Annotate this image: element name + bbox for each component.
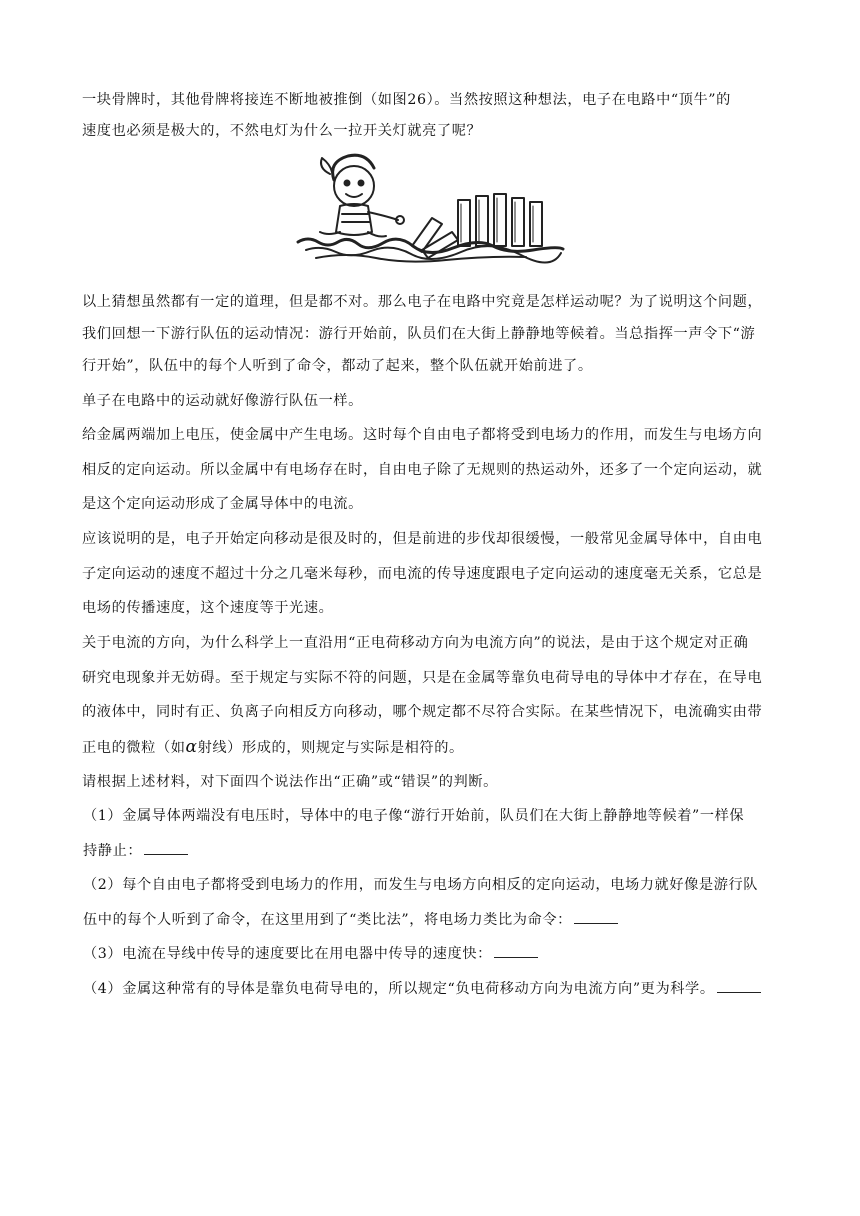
question-text: （3）电流在导线中传导的速度要比在用电器中传导的速度快：	[83, 946, 492, 962]
text-line: 以上猜想虽然都有一定的道理，但是都不对。那么电子在电路中究竟是怎样运动呢？为了说明这个问题，	[82, 294, 763, 310]
text-line: 速度也必须是极大的，不然电灯为什么一拉开关灯就亮了呢？	[82, 123, 482, 139]
text-segment: 正电的微粒（如	[82, 740, 186, 756]
text-line: 我们回想一下游行队伍的运动情况：游行开始前，队员们在大街上静静地等候着。当总指挥一声令下“游	[82, 326, 756, 342]
text-line: 一块骨牌时，其他骨牌将接连不断地被推倒（如图26）。当然按照这种想法，电子在电路中“顶牛”的	[82, 92, 731, 108]
answer-blank[interactable]	[574, 911, 618, 924]
question-2-line	[83, 909, 618, 931]
text-line: 相反的定向运动。所以金属中有电场存在时，自由电子除了无规则的热运动外，还多了一个定向运动，就	[82, 462, 763, 478]
answer-blank[interactable]	[717, 980, 761, 993]
question-text: 伍中的每个人听到了命令，在这里用到了“类比法”，将电场力类比为命令：	[83, 912, 572, 928]
question-3-line	[83, 943, 538, 965]
question-2-line: （2）每个自由电子都将受到电场力的作用，而发生与电场方向相反的定向运动，电场力就好像是游行队	[83, 877, 759, 893]
text-line: 请根据上述材料，对下面四个说法作出“正确”或“错误”的判断。	[82, 774, 498, 790]
text-line: 研究电现象并无妨碍。至于规定与实际不符的问题，只是在金属等靠负电荷导电的导体中才存在，在导电	[82, 670, 763, 686]
text-line: 单子在电路中的运动就好像游行队伍一样。	[82, 393, 363, 409]
text-line: 行开始”，队伍中的每个人听到了命令，都动了起来，整个队伍就开始前进了。	[82, 358, 593, 374]
question-1-line: （1）金属导体两端没有电压时，导体中的电子像“游行开始前，队员们在大街上静静地等候着”一样保	[83, 808, 745, 824]
text-line: 子定向运动的速度不超过十分之几毫米每秒，而电流的传导速度跟电子定向运动的速度毫无关系，它总是	[82, 566, 763, 582]
text-line: 的液体中，同时有正、负离子向相反方向移动，哪个规定都不尽符合实际。在某些情况下，电流确实由带	[82, 704, 763, 720]
text-line: 应该说明的是，电子开始定向移动是很及时的，但是前进的步伐却很缓慢，一般常见金属导体中，自由电	[82, 531, 763, 547]
text-line: 给金属两端加上电压，使金属中产生电场。这时每个自由电子都将受到电场力的作用，而发生与电场方向	[82, 427, 763, 443]
answer-blank[interactable]	[144, 842, 188, 855]
question-1-line	[83, 840, 188, 862]
text-segment: 射线）形成的，则规定与实际是相符的。	[197, 740, 464, 756]
text-line: 电场的传播速度，这个速度等于光速。	[82, 600, 334, 616]
text-line: 关于电流的方向，为什么科学上一直沿用“正电荷移动方向为电流方向”的说法，是由于这个规定对正确	[82, 635, 749, 651]
text-line: 是这个定向运动形成了金属导体中的电流。	[82, 496, 363, 512]
question-text: （4）金属这种常有的导体是靠负电荷导电的，所以规定“负电荷移动方向为电流方向”更为科学。	[83, 981, 715, 997]
question-text: 持静止：	[83, 843, 143, 859]
text-line	[82, 736, 464, 759]
alpha-symbol: α	[185, 737, 198, 757]
question-4-line	[83, 978, 761, 1000]
dominoes-girl-icon	[296, 150, 566, 286]
answer-blank[interactable]	[494, 945, 538, 958]
